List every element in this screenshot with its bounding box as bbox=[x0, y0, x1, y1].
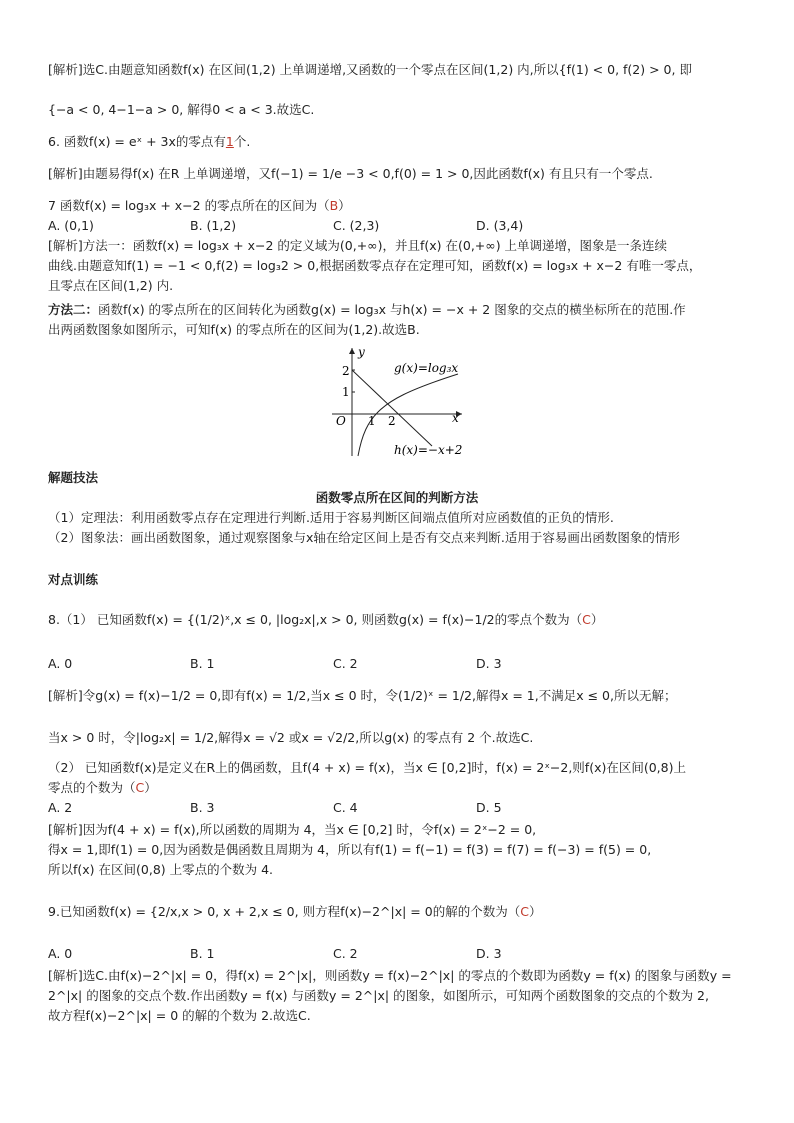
option-c: C. 2 bbox=[333, 946, 358, 961]
y-tick-label: 2 bbox=[342, 364, 350, 378]
option-d: D. 5 bbox=[476, 800, 502, 815]
g-label: g(x)=log₃x bbox=[394, 361, 459, 375]
x-tick-label: 1 bbox=[368, 414, 376, 428]
question-8-2-cont bbox=[48, 780, 758, 796]
solution-line: [解析]令g(x) = f(x)−1/2 = 0,即有f(x) = 1/2,当x ≤ 0 时，令(1/2)ˣ = 1/2,解得x = 1,不满足x ≤ 0,所以无解； bbox=[48, 688, 677, 703]
option-a: A. 0 bbox=[48, 946, 73, 961]
y-tick-label: 1 bbox=[342, 385, 350, 399]
option-a: A. 2 bbox=[48, 800, 73, 815]
question-text: 7 函数f(x) = log₃x + x−2 的零点所在的区间为（ bbox=[48, 198, 330, 213]
solution-line: 曲线.由题意知f(1) = −1 < 0,f(2) = log₃2 > 0,根据函数零点存在定理可知，函数f(x) = log₃x + x−2 有唯一零点， bbox=[48, 258, 702, 273]
answer-choice: C bbox=[582, 612, 591, 627]
question-text: ） bbox=[338, 198, 351, 213]
option-b: B. 1 bbox=[190, 946, 215, 961]
section-subheading: 函数零点所在区间的判断方法 bbox=[315, 490, 479, 505]
section-heading: 解题技法 bbox=[48, 470, 99, 485]
question-text: ） bbox=[528, 904, 542, 919]
answer-choice: C bbox=[135, 780, 145, 795]
solution-line: [解析]由题易得f(x) 在R 上单调递增，又f(−1) = 1/e −3 < 0,f(0) = 1 > 0,因此函数f(x) 有且只有一个零点. bbox=[48, 166, 653, 181]
y-axis-label: y bbox=[358, 345, 365, 359]
solution-line: [解析]选C.由f(x)−2^|x| = 0，得f(x) = 2^|x|，则函数y = f(x)−2^|x| 的零点的个数即为函数y = f(x) 的图象与函数y = bbox=[48, 968, 732, 983]
solution-line: 所以f(x) 在区间(0,8) 上零点的个数为 4. bbox=[48, 862, 274, 877]
answer-choice: B bbox=[329, 198, 339, 213]
solution-line: 且零点在区间(1,2) 内. bbox=[48, 278, 174, 293]
solution-line: [解析]因为f(4 + x) = f(x),所以函数的周期为 4，当x ∈ [0,2] 时，令f(x) = 2ˣ−2 = 0, bbox=[48, 822, 537, 837]
y-axis-arrow bbox=[349, 348, 355, 354]
solution-line bbox=[48, 302, 758, 318]
solution-text: 函数f(x) 的零点所在的区间转化为函数g(x) = log₃x 与h(x) = −x + 2 图象的交点的横坐标所在的范围.作 bbox=[98, 302, 686, 317]
section-heading: 对点训练 bbox=[48, 572, 99, 587]
question-text: 个. bbox=[233, 134, 251, 149]
option-d: D. (3,4) bbox=[476, 218, 524, 233]
question-7 bbox=[48, 198, 758, 214]
question-8-1 bbox=[48, 612, 758, 628]
answer-blank: 1 bbox=[225, 134, 234, 149]
answer-choice: C bbox=[520, 904, 529, 919]
solution-line: 故方程f(x)−2^|x| = 0 的解的个数为 2.故选C. bbox=[48, 1008, 311, 1023]
question-text: 零点的个数为（ bbox=[48, 780, 136, 795]
question-text: 8.（1） 已知函数f(x) = {(1/2)ˣ,x ≤ 0, |log₂x|,x > 0, 则函数g(x) = f(x)−1/2的零点个数为（ bbox=[48, 612, 583, 627]
solution-line: 出两函数图象如图所示，可知f(x) 的零点所在的区间为(1,2).故选B. bbox=[48, 322, 420, 337]
option-d: D. 3 bbox=[476, 656, 502, 671]
solution-line: 得x = 1,即f(1) = 0,因为函数是偶函数且周期为 4，所以有f(1) = f(−1) = f(3) = f(7) = f(−3) = f(5) = 0, bbox=[48, 842, 652, 857]
solution-line: 2^|x| 的图象的交点个数.作出函数y = f(x) 与函数y = 2^|x| 的图象，如图所示，可知两个函数图象的交点的个数为 2, bbox=[48, 988, 709, 1003]
option-b: B. 1 bbox=[190, 656, 215, 671]
option-a: A. 0 bbox=[48, 656, 73, 671]
solution-line: {−a < 0, 4−1−a > 0, 解得0 < a < 3.故选C. bbox=[48, 102, 315, 117]
question-text: 9.已知函数f(x) = {2/x,x > 0, x + 2,x ≤ 0, 则方程f(x)−2^|x| = 0的解的个数为（ bbox=[48, 904, 521, 919]
option-b: B. 3 bbox=[190, 800, 215, 815]
question-8-2: （2） 已知函数f(x)是定义在R上的偶函数，且f(4 + x) = f(x)，当x ∈ [0,2]时，f(x) = 2ˣ−2,则f(x)在区间(0,8)上 bbox=[48, 760, 686, 775]
origin-label: O bbox=[336, 414, 346, 428]
option-c: C. 2 bbox=[333, 656, 358, 671]
question-text: 6. 函数f(x) = eˣ + 3x的零点有 bbox=[48, 134, 226, 149]
solution-line: [解析]方法一：函数f(x) = log₃x + x−2 的定义域为(0,+∞)，并且f(x) 在(0,+∞) 上单调递增，图象是一条连续 bbox=[48, 238, 668, 253]
solution-line: 当x > 0 时，令|log₂x| = 1/2,解得x = √2 或x = √2/2,所以g(x) 的零点有 2 个.故选C. bbox=[48, 730, 534, 745]
option-a: A. (0,1) bbox=[48, 218, 94, 233]
option-c: C. (2,3) bbox=[333, 218, 380, 233]
tip-line: （1）定理法：利用函数零点存在定理进行判断.适用于容易判断区间端点值所对应函数值的正负的情形. bbox=[48, 510, 614, 525]
question-6 bbox=[48, 134, 758, 150]
tip-line: （2）图象法：画出函数图象，通过观察图象与x轴在给定区间上是否有交点来判断.适用于容易画出函数图象的情形 bbox=[48, 530, 680, 545]
question-text: ） bbox=[144, 780, 157, 795]
solution-line: [解析]选C.由题意知函数f(x) 在区间(1,2) 上单调递增,又函数的一个零点在区间(1,2) 内,所以{f(1) < 0, f(2) > 0, 即 bbox=[48, 62, 692, 77]
x-tick-label: 2 bbox=[388, 414, 396, 428]
question-text: ） bbox=[590, 612, 604, 627]
option-c: C. 4 bbox=[333, 800, 358, 815]
function-graph bbox=[328, 344, 468, 460]
method-label: 方法二： bbox=[48, 302, 99, 317]
option-d: D. 3 bbox=[476, 946, 502, 961]
question-9 bbox=[48, 904, 758, 920]
h-label: h(x)=−x+2 bbox=[394, 443, 463, 457]
option-b: B. (1,2) bbox=[190, 218, 237, 233]
x-axis-label: x bbox=[452, 411, 459, 425]
